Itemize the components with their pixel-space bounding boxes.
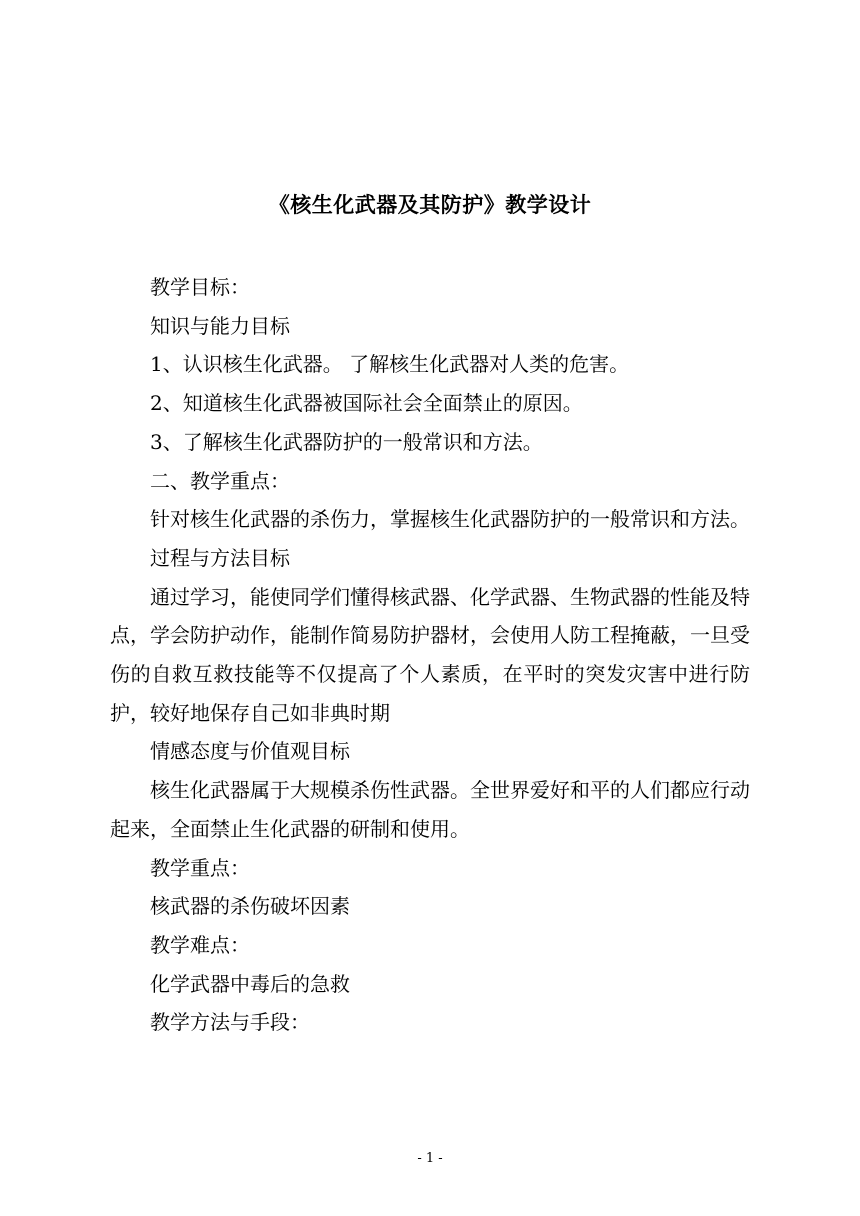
paragraph-item-2: 2、知道核生化武器被国际社会全面禁止的原因。 [150,391,583,416]
paragraph-teaching-difficulty-text: 化学武器中毒后的急救 [150,971,350,996]
paragraph-item-1: 1、认识核生化武器。 了解核生化武器对人类的危害。 [150,352,630,377]
paragraph-emotion-values-text: 核生化武器属于大规模杀伤性武器。全世界爱好和平的人们都应行动起来，全面禁止生化武器的研制和使用。 [110,778,750,841]
document-body [110,268,750,1042]
paragraph-teaching-difficulty-heading: 教学难点： [150,932,250,957]
paragraph-process-method-goal: 过程与方法目标 [150,545,290,570]
paragraph-section-two-heading: 二、教学重点： [150,468,290,493]
document-title: 《核生化武器及其防护》教学设计 [268,192,592,217]
paragraph-process-method-text: 通过学习，能使同学们懂得核武器、化学武器、生物武器的性能及特点，学会防护动作，能制作简易防护器材，会使用人防工程掩蔽，一旦受伤的自救互救技能等不仅提高了个人素质，在平时的突发灾害中进行防护，较好地保存自己如非典时期 [110,584,750,725]
paragraph-teaching-focus-heading: 教学重点： [150,855,250,880]
paragraph-teaching-methods-heading: 教学方法与手段： [150,1010,310,1035]
paragraph-key-point-text: 针对核生化武器的杀伤力，掌握核生化武器防护的一般常识和方法。 [150,507,750,532]
paragraph-knowledge-ability-goal: 知识与能力目标 [150,313,290,338]
paragraph-emotion-values-goal: 情感态度与价值观目标 [150,739,350,764]
paragraph-teaching-objectives: 教学目标： [150,275,250,299]
page-number: - 1 - [417,1151,443,1166]
paragraph-item-3: 3、了解核生化武器防护的一般常识和方法。 [150,429,543,454]
paragraph-teaching-focus-text: 核武器的杀伤破坏因素 [150,894,350,919]
